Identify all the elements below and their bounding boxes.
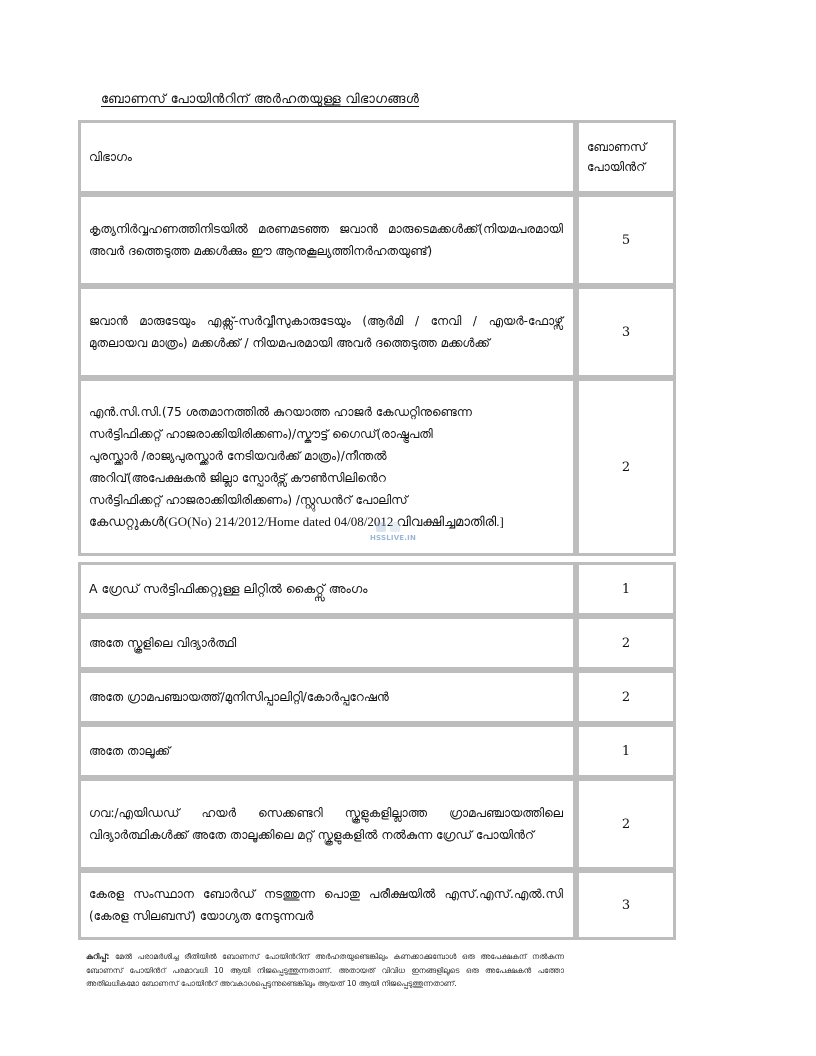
table-row xyxy=(78,616,676,670)
row-category: അതേ ഗ്രാമപഞ്ചായത്ത്/മുനിസിപ്പാലിറ്റി/കോർപ്പറേഷൻ xyxy=(78,670,576,724)
table-row xyxy=(78,724,676,778)
footnote-text: മേൽ പരാമർശിച്ച രീതിയിൽ ബോണസ് പോയിൻറിന് അർഹതയുണ്ടെങ്കിലും കണക്കാക്കുമ്പോൾ ഒരു അപേക്ഷകന് നൽകുന്ന ബോണസ് പോയിൻറ് പരമാവധി 10 ആയി നിജപ്പെടുത്തുന്നതാണ്. അതായത് വിവിധ ഇനങ്ങളിലൂടെ ഒരു അപേക്ഷകൻ പത്തോ അതിലധികമോ ബോണസ് പോയിൻറ് അവകാശപ്പെടുന്നുണ്ടെങ്കിലും ആയത് 10 ആയി നിജപ്പെടുത്തുന്നതാണ്. xyxy=(86,952,564,988)
ncc-line: പുരസ്ക്കാർ /രാജ്യപുരസ്ക്കാർ നേടിയവർക്ക് മാത്രം)/നീന്തൽ xyxy=(89,449,387,463)
table-row xyxy=(78,562,676,616)
row-category: അതേ സ്കൂളിലെ വിദ്യാർത്ഥി xyxy=(78,616,576,670)
table-row xyxy=(78,194,676,286)
row-points: 1 xyxy=(576,562,676,616)
ncc-line: എൻ.സി.സി.(75 ശതമാനത്തിൽ കുറയാത്ത ഹാജർ കേഡറ്റിനുണ്ടെന്ന xyxy=(89,405,472,419)
header-category: വിഭാഗം xyxy=(78,120,576,194)
bonus-table-2 xyxy=(78,562,676,940)
table-row xyxy=(78,670,676,724)
row-category: അതേ താലൂക്ക് xyxy=(78,724,576,778)
row-category xyxy=(78,562,576,616)
watermark: HSSLIVE.IN xyxy=(370,534,417,542)
table-header-row xyxy=(78,120,676,194)
ncc-line: കേഡറ്റുകൾ(GO(No) 214/2012/Home dated 04/08/2012 വിവക്ഷിച്ചമാതിരി.] xyxy=(89,514,504,529)
row-points: 2 xyxy=(576,378,676,556)
row-points: 3 xyxy=(576,870,676,940)
footnote-label: കുറിപ്പ്: xyxy=(86,952,110,961)
row-category: കേരള സംസ്ഥാന ബോർഡ് നടത്തുന്ന പൊതു പരീക്ഷയിൽ എസ്.എസ്.എൽ.സി (കേരള സിലബസ്) യോഗ്യത നേടുന്നവർ xyxy=(78,870,576,940)
header-points: ബോണസ് പോയിൻറ് xyxy=(576,120,676,194)
row-points: 2 xyxy=(576,670,676,724)
ncc-line: സർട്ടിഫിക്കറ്റ് ഹാജരാക്കിയിരിക്കണം)/സ്കൗട്ട് ഗൈഡ്(രാഷ്ട്രപതി xyxy=(89,427,433,441)
row-category: ജവാൻ മാരുടേയും എക്സ്-സർവ്വീസുകാരുടേയും (ആർമി / നേവി / എയർ-ഫോഴ്സ് മുതലായവ മാത്രം) മക്കൾക്ക് / നിയമപരമായി അവർ ദത്തെടുത്ത മക്കൾക്ക് xyxy=(78,286,576,378)
row-category: ഗവ:/എയിഡഡ് ഹയർ സെക്കണ്ടറി സ്കൂളുകളില്ലാത്ത ഗ്രാമപഞ്ചായത്തിലെ വിദ്യാർത്ഥികൾക്ക് അതേ താലൂക്കിലെ മറ്റ് സ്കൂളുകളിൽ നൽകുന്ന ഗ്രേഡ് പോയിൻറ് xyxy=(78,778,576,870)
row-points: 5 xyxy=(576,194,676,286)
page-title: ബോണസ് പോയിൻറിന് അർഹതയുള്ള വിഭാഗങ്ങൾ xyxy=(101,92,420,107)
footnote xyxy=(86,950,564,991)
row-points: 1 xyxy=(576,724,676,778)
row-points: 2 xyxy=(576,616,676,670)
bonus-table xyxy=(78,120,676,556)
watermark-logo-icon xyxy=(372,520,406,534)
table-row xyxy=(78,286,676,378)
ncc-line: സർട്ടിഫിക്കറ്റ് ഹാജരാക്കിയിരിക്കണം) /സ്റ്റുഡൻറ് പോലിസ് xyxy=(89,493,408,507)
row-category xyxy=(78,378,576,556)
table-row xyxy=(78,778,676,870)
row-category: കൃത്യനിർവ്വഹണത്തിനിടയിൽ മരണമടഞ്ഞ ജവാൻ മാരുടെമക്കൾക്ക്(നിയമപരമായി അവർ ദത്തെടുത്ത മക്കൾക്കും ഈ ആനുകൂല്യത്തിനർഹതയുണ്ട്) xyxy=(78,194,576,286)
ncc-line: അറിവ്(അപേക്ഷകൻ ജില്ലാ സ്പോർട്സ് കൗൺസിലിൻെറ xyxy=(89,471,386,485)
row-points: 3 xyxy=(576,286,676,378)
table-row xyxy=(78,870,676,940)
row-points: 2 xyxy=(576,778,676,870)
row-category-text: A ഗ്രേഡ് സർട്ടിഫിക്കറ്റുള്ള ലിറ്റിൽ കൈറ്റ്സ് അംഗം xyxy=(89,581,368,596)
